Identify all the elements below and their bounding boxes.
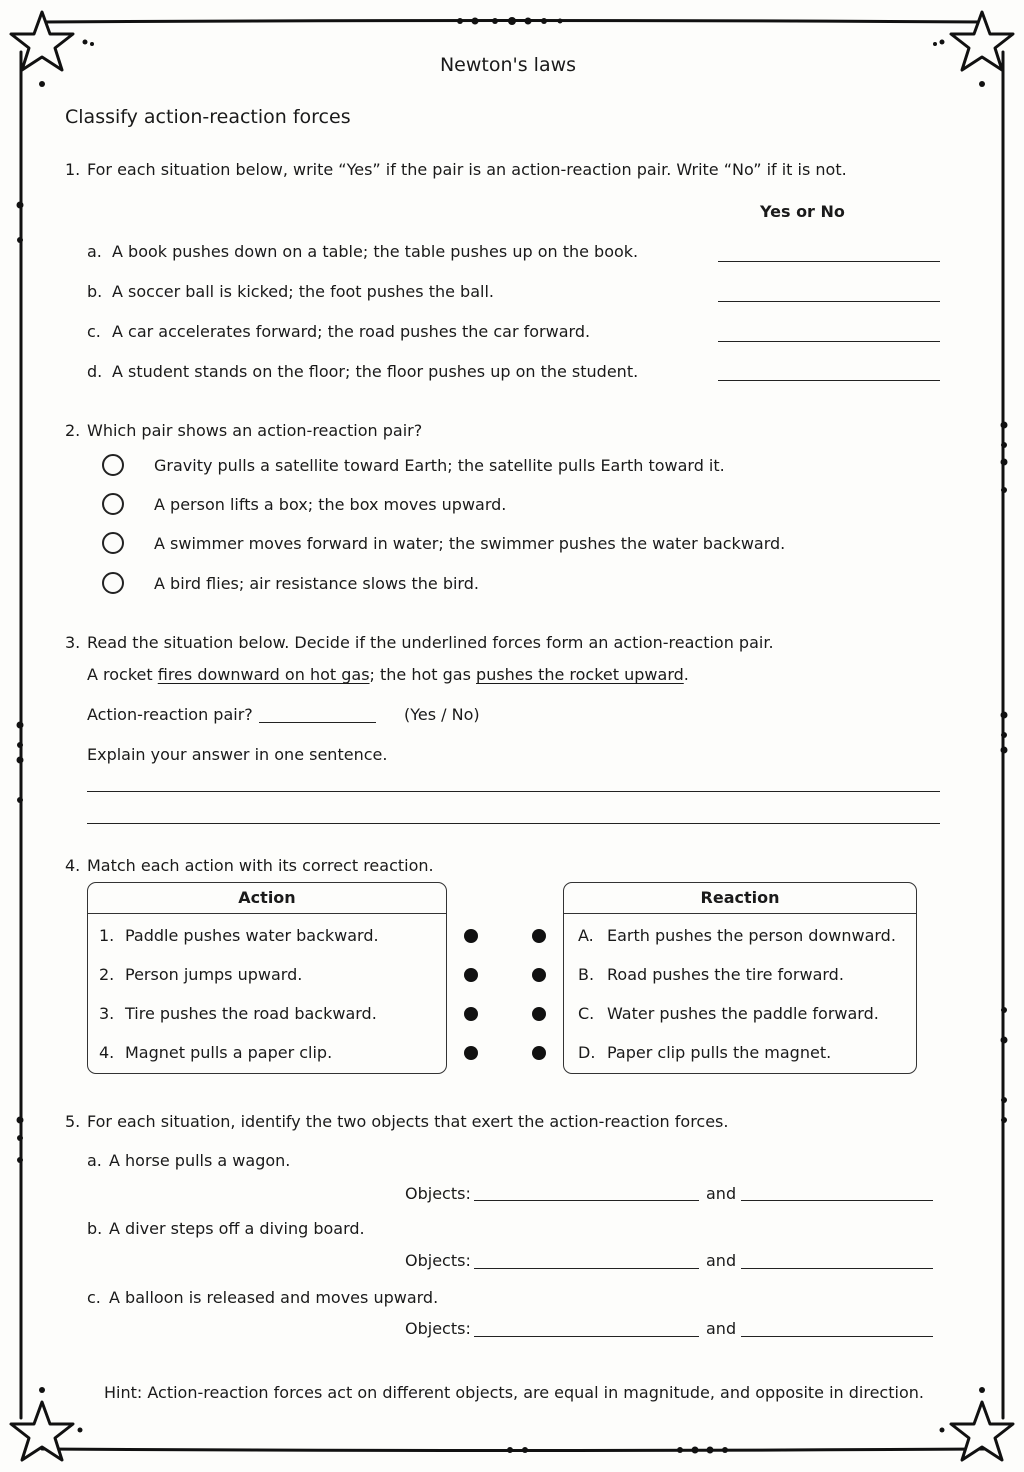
q1-number: 1. xyxy=(65,160,81,179)
q3-prompt: Read the situation below. Decide if the underlined forces form an action-reaction pair. xyxy=(87,633,774,652)
page-title: Newton's laws xyxy=(439,54,577,76)
q1-answer-line-d[interactable] xyxy=(718,380,940,381)
action-match-dot[interactable] xyxy=(464,968,478,982)
q1-answer-line-b[interactable] xyxy=(718,301,940,302)
situation-text: A rocket xyxy=(87,665,158,684)
situation-text: ; the hot gas xyxy=(369,665,477,684)
hint-text: Hint: Action-reaction forces act on different objects, are equal in magnitude, and opposite in direction. xyxy=(104,1383,924,1402)
q3-pair-label: Action-reaction pair? xyxy=(87,705,253,724)
q5-item-text: A diver steps off a diving board. xyxy=(109,1219,365,1238)
reaction-text: Paper clip pulls the magnet. xyxy=(607,1043,832,1062)
q1-answer-line-a[interactable] xyxy=(718,261,940,262)
and-label: and xyxy=(706,1184,737,1203)
and-label: and xyxy=(706,1251,737,1270)
and-label: and xyxy=(706,1319,737,1338)
reaction-letter: C. xyxy=(578,1004,595,1023)
worksheet-subtitle: Classify action-reaction forces xyxy=(65,106,351,128)
q5-number: 5. xyxy=(65,1112,81,1131)
q4-prompt: Match each action with its correct reaction. xyxy=(87,856,434,875)
q3-number: 3. xyxy=(65,633,81,652)
yes-no-column-header: Yes or No xyxy=(760,202,845,221)
underlined-force-1: fires downward on hot gas xyxy=(157,665,370,684)
object-1-line[interactable] xyxy=(474,1268,699,1269)
q5-prompt: For each situation, identify the two objects that exert the action-reaction forces. xyxy=(87,1112,729,1131)
q1-item-letter: b. xyxy=(87,282,103,301)
reaction-letter: B. xyxy=(578,965,595,984)
q5-item-text: A horse pulls a wagon. xyxy=(109,1151,291,1170)
underlined-force-2: pushes the rocket upward xyxy=(476,665,684,684)
q3-pair-answer-line[interactable] xyxy=(259,722,376,723)
action-header: Action xyxy=(88,883,446,914)
radio-option-3[interactable] xyxy=(102,532,124,554)
q2-number: 2. xyxy=(65,421,81,440)
object-2-line[interactable] xyxy=(741,1268,933,1269)
object-1-line[interactable] xyxy=(474,1200,699,1201)
object-2-line[interactable] xyxy=(741,1200,933,1201)
q2-option-label: A swimmer moves forward in water; the swimmer pushes the water backward. xyxy=(154,534,786,553)
action-match-dot[interactable] xyxy=(464,1046,478,1060)
q1-prompt: For each situation below, write “Yes” if the pair is an action-reaction pair. Write “No” if it is not. xyxy=(87,160,847,179)
q5-item-text: A balloon is released and moves upward. xyxy=(109,1288,439,1307)
action-number: 1. xyxy=(99,926,115,945)
q3-explain-line-2[interactable] xyxy=(87,823,940,824)
q5-item-letter: b. xyxy=(87,1219,103,1238)
q1-answer-line-c[interactable] xyxy=(718,341,940,342)
q1-item-text: A soccer ball is kicked; the foot pushes the ball. xyxy=(112,282,494,301)
reaction-text: Earth pushes the person downward. xyxy=(607,926,896,945)
objects-label: Objects: xyxy=(405,1184,471,1203)
action-match-dot[interactable] xyxy=(464,1007,478,1021)
radio-option-1[interactable] xyxy=(102,454,124,476)
action-number: 2. xyxy=(99,965,115,984)
action-text: Paddle pushes water backward. xyxy=(125,926,379,945)
q2-option-label: A bird flies; air resistance slows the bird. xyxy=(154,574,479,593)
reaction-letter: A. xyxy=(578,926,594,945)
radio-option-2[interactable] xyxy=(102,493,124,515)
action-text: Magnet pulls a paper clip. xyxy=(125,1043,333,1062)
reaction-text: Road pushes the tire forward. xyxy=(607,965,844,984)
object-1-line[interactable] xyxy=(474,1336,699,1337)
q3-pair-hint: (Yes / No) xyxy=(404,705,480,724)
q1-item-text: A car accelerates forward; the road pushes the car forward. xyxy=(112,322,591,341)
q3-situation xyxy=(87,665,689,685)
q1-item-text: A book pushes down on a table; the table pushes up on the book. xyxy=(112,242,639,261)
objects-label: Objects: xyxy=(405,1319,471,1338)
q3-explain-label: Explain your answer in one sentence. xyxy=(87,745,388,764)
q1-item-letter: c. xyxy=(87,322,101,341)
q2-option-label: A person lifts a box; the box moves upward. xyxy=(154,495,507,514)
q2-option-label: Gravity pulls a satellite toward Earth; the satellite pulls Earth toward it. xyxy=(154,456,725,475)
radio-option-4[interactable] xyxy=(102,572,124,594)
reaction-match-dot[interactable] xyxy=(532,968,546,982)
q1-item-text: A student stands on the floor; the floor pushes up on the student. xyxy=(112,362,639,381)
q2-prompt: Which pair shows an action-reaction pair? xyxy=(87,421,423,440)
reaction-match-dot[interactable] xyxy=(532,1046,546,1060)
q4-number: 4. xyxy=(65,856,81,875)
q3-explain-line-1[interactable] xyxy=(87,791,940,792)
action-text: Tire pushes the road backward. xyxy=(125,1004,377,1023)
q5-item-letter: c. xyxy=(87,1288,101,1307)
action-number: 4. xyxy=(99,1043,115,1062)
reaction-match-dot[interactable] xyxy=(532,1007,546,1021)
objects-label: Objects: xyxy=(405,1251,471,1270)
reaction-text: Water pushes the paddle forward. xyxy=(607,1004,879,1023)
q1-item-letter: d. xyxy=(87,362,103,381)
object-2-line[interactable] xyxy=(741,1336,933,1337)
reaction-letter: D. xyxy=(578,1043,596,1062)
reaction-match-dot[interactable] xyxy=(532,929,546,943)
situation-text: . xyxy=(683,665,689,684)
q5-item-letter: a. xyxy=(87,1151,102,1170)
action-text: Person jumps upward. xyxy=(125,965,303,984)
action-match-dot[interactable] xyxy=(464,929,478,943)
q1-item-letter: a. xyxy=(87,242,102,261)
reaction-header: Reaction xyxy=(564,883,916,914)
action-number: 3. xyxy=(99,1004,115,1023)
